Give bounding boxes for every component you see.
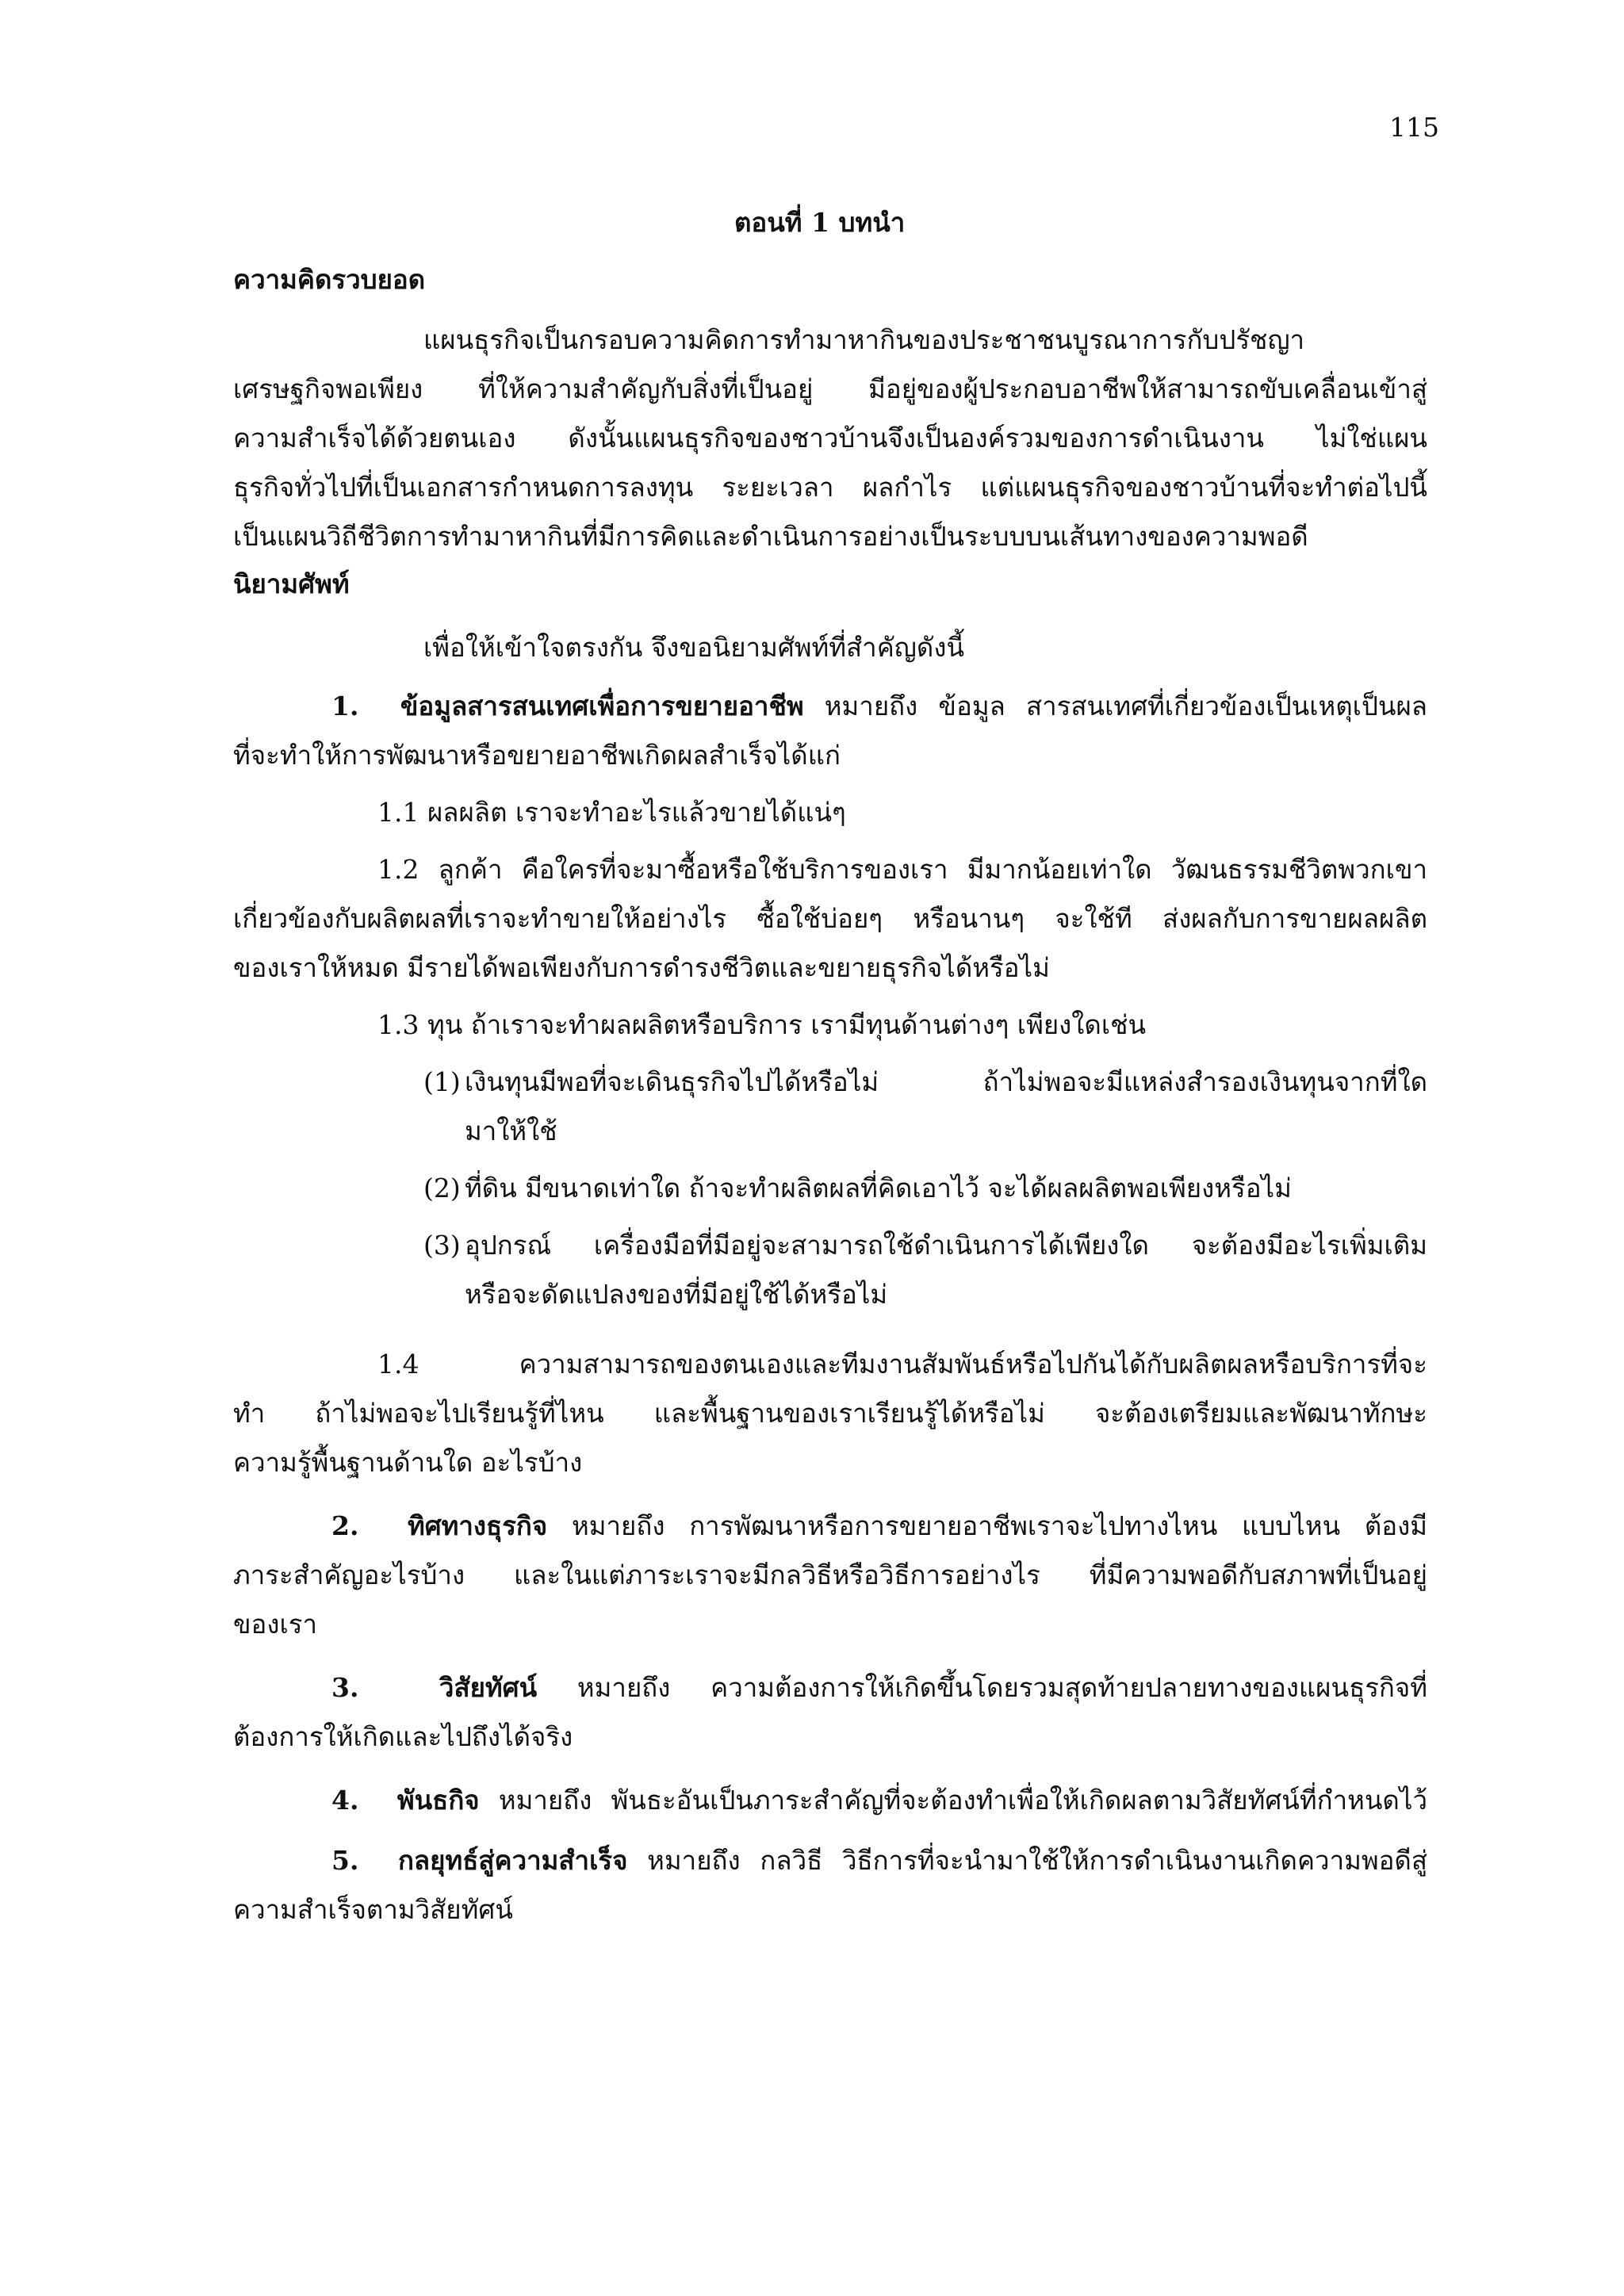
capital-item-3-line-1: อุปกรณ์ เครื่องมือที่มีอยู่จะสามารถใช้ดำเนินการได้เพียงใด จะต้องมีอะไรเพิ่มเติม xyxy=(465,1230,1427,1261)
item-5-text: หมายถึง กลวิธี วิธีการที่จะนำมาใช้ให้การดำเนินงานเกิดความพอดีสู่ xyxy=(627,1845,1427,1876)
definitions-heading-text: นิยามศัพท์ xyxy=(233,568,350,599)
item-4-text: หมายถึง พันธะอันเป็นภาระสำคัญที่จะต้องทำเพื่อให้เกิดผลตามวิสัยทัศน์ที่กำหนดไว้ xyxy=(479,1785,1427,1816)
item-4-number: 4. xyxy=(331,1785,359,1816)
item-2-number: 2. xyxy=(331,1510,359,1541)
item-1-text: หมายถึง ข้อมูล สารสนเทศที่เกี่ยวข้องเป็นเหตุเป็นผล xyxy=(803,691,1428,721)
definition-item-3-cont: ต้องการให้เกิดและไปถึงได้จริง xyxy=(233,1721,573,1752)
capital-item-1-line-2: มาให้ใช้ xyxy=(465,1115,557,1146)
definition-item-5-cont: ความสำเร็จตามวิสัยทัศน์ xyxy=(233,1894,513,1925)
concept-line-1: แผนธุรกิจเป็นกรอบความคิดการทำมาหากินของประชาชนบูรณาการกับปรัชญา xyxy=(423,324,1305,355)
definition-item-2 xyxy=(331,1502,1427,1550)
capital-item-3-line-2: หรือจะดัดแปลงของที่มีอยู่ใช้ได้หรือไม่ xyxy=(465,1279,888,1310)
sub-item-1-2-line-1: 1.2 ลูกค้า คือใครที่จะมาซื้อหรือใช้บริการของเรา มีมากน้อยเท่าใด วัฒนธรรมชีวิตพวกเขา xyxy=(377,854,1427,885)
item-5-term: กลยุทธ์สู่ความสำเร็จ xyxy=(397,1845,628,1876)
definition-item-3 xyxy=(331,1663,1427,1712)
section-title-text: ตอนที่ 1 บทนำ xyxy=(734,207,906,238)
capital-item-2-line-1: ที่ดิน มีขนาดเท่าใด ถ้าจะทำผลิตผลที่คิดเอาไว้ จะได้ผลผลิตพอเพียงหรือไม่ xyxy=(465,1173,1292,1203)
sub-item-1-4-line-3: ความรู้พื้นฐานด้านใด อะไรบ้าง xyxy=(233,1447,583,1478)
sub-item-1-3: 1.3 ทุน ถ้าเราจะทำผลผลิตหรือบริการ เรามีทุนด้านต่างๆ เพียงใดเช่น xyxy=(377,1009,1147,1040)
item-5-number: 5. xyxy=(331,1845,359,1876)
capital-item-2-number: (2) xyxy=(423,1173,461,1203)
definition-item-4 xyxy=(331,1776,1427,1824)
concept-line-5: เป็นแผนวิถีชีวิตการทำมาหากินที่มีการคิดและดำเนินการอย่างเป็นระบบบนเส้นทางของความพอดี xyxy=(233,521,1308,552)
sub-item-1-4-line-2: ทำ ถ้าไม่พอจะไปเรียนรู้ที่ไหน และพื้นฐานของเราเรียนรู้ได้หรือไม่ จะต้องเตรียมและพัฒนาทักษะ xyxy=(233,1398,1427,1429)
item-2-term: ทิศทางธุรกิจ xyxy=(407,1510,548,1541)
definition-item-5 xyxy=(331,1836,1427,1885)
page-number: 115 xyxy=(1389,112,1439,143)
concept-heading xyxy=(233,255,425,304)
definitions-heading xyxy=(233,560,350,608)
sub-item-1-2-line-3: ของเราให้หมด มีรายได้พอเพียงกับการดำรงชีวิตและขยายธุรกิจได้หรือไม่ xyxy=(233,952,1050,983)
sub-item-1-4-line-1: 1.4 ความสามารถของตนเองและทีมงานสัมพันธ์หรือไปกันได้กับผลิตผลหรือบริการที่จะ xyxy=(377,1349,1427,1380)
item-3-term: วิสัยทัศน์ xyxy=(439,1672,538,1703)
item-2-text: หมายถึง การพัฒนาหรือการขยายอาชีพเราจะไปทางไหน แบบไหน ต้องมี xyxy=(547,1510,1427,1541)
item-1-number: 1. xyxy=(331,691,359,721)
definition-item-1 xyxy=(331,682,1427,730)
concept-line-4: ธุรกิจทั่วไปที่เป็นเอกสารกำหนดการลงทุน ระยะเวลา ผลกำไร แต่แผนธุรกิจของชาวบ้านที่จะทำต่อไปนี้ xyxy=(233,472,1427,503)
concept-line-3: ความสำเร็จได้ด้วยตนเอง ดังนั้นแผนธุรกิจของชาวบ้านจึงเป็นองค์รวมของการดำเนินงาน ไม่ใช่แผน xyxy=(233,423,1427,453)
item-4-term: พันธกิจ xyxy=(396,1785,480,1816)
item-3-number: 3. xyxy=(331,1672,359,1703)
capital-item-1-line-1: เงินทุนมีพอที่จะเดินธุรกิจไปได้หรือไม่ ถ้าไม่พอจะมีแหล่งสำรองเงินทุนจากที่ใด xyxy=(465,1066,1427,1097)
definition-item-1-cont: ที่จะทำให้การพัฒนาหรือขยายอาชีพเกิดผลสำเร็จได้แก่ xyxy=(233,740,841,771)
concept-heading-text: ความคิดรวบยอด xyxy=(233,264,426,295)
capital-item-1-number: (1) xyxy=(423,1066,461,1097)
item-1-term: ข้อมูลสารสนเทศเพื่อการขยายอาชีพ xyxy=(400,691,804,721)
concept-line-2: เศรษฐกิจพอเพียง ที่ให้ความสำคัญกับสิ่งที่เป็นอยู่ มีอยู่ของผู้ประกอบอาชีพให้สามารถขับเคลื่อนเข้าสู่ xyxy=(233,373,1427,404)
definition-item-2-cont-1: ภาระสำคัญอะไรบ้าง และในแต่ภาระเราจะมีกลวิธีหรือวิธีการอย่างไร ที่มีความพอดีกับสภาพที่เป็นอยู่ xyxy=(233,1559,1427,1590)
capital-item-3-number: (3) xyxy=(423,1230,461,1261)
definition-item-2-cont-2: ของเรา xyxy=(233,1609,318,1640)
section-title xyxy=(734,198,905,247)
sub-item-1-1: 1.1 ผลผลิต เราจะทำอะไรแล้วขายได้แน่ๆ xyxy=(377,797,846,828)
item-3-text: หมายถึง ความต้องการให้เกิดขึ้นโดยรวมสุดท้ายปลายทางของแผนธุรกิจที่ xyxy=(537,1672,1427,1703)
sub-item-1-2-line-2: เกี่ยวข้องกับผลิตผลที่เราจะทำขายให้อย่างไร ซื้อใช้บ่อยๆ หรือนานๆ จะใช้ที ส่งผลกับการขายผลผลิต xyxy=(233,903,1427,934)
definitions-intro: เพื่อให้เข้าใจตรงกัน จึงขอนิยามศัพท์ที่สำคัญดังนี้ xyxy=(423,632,965,663)
